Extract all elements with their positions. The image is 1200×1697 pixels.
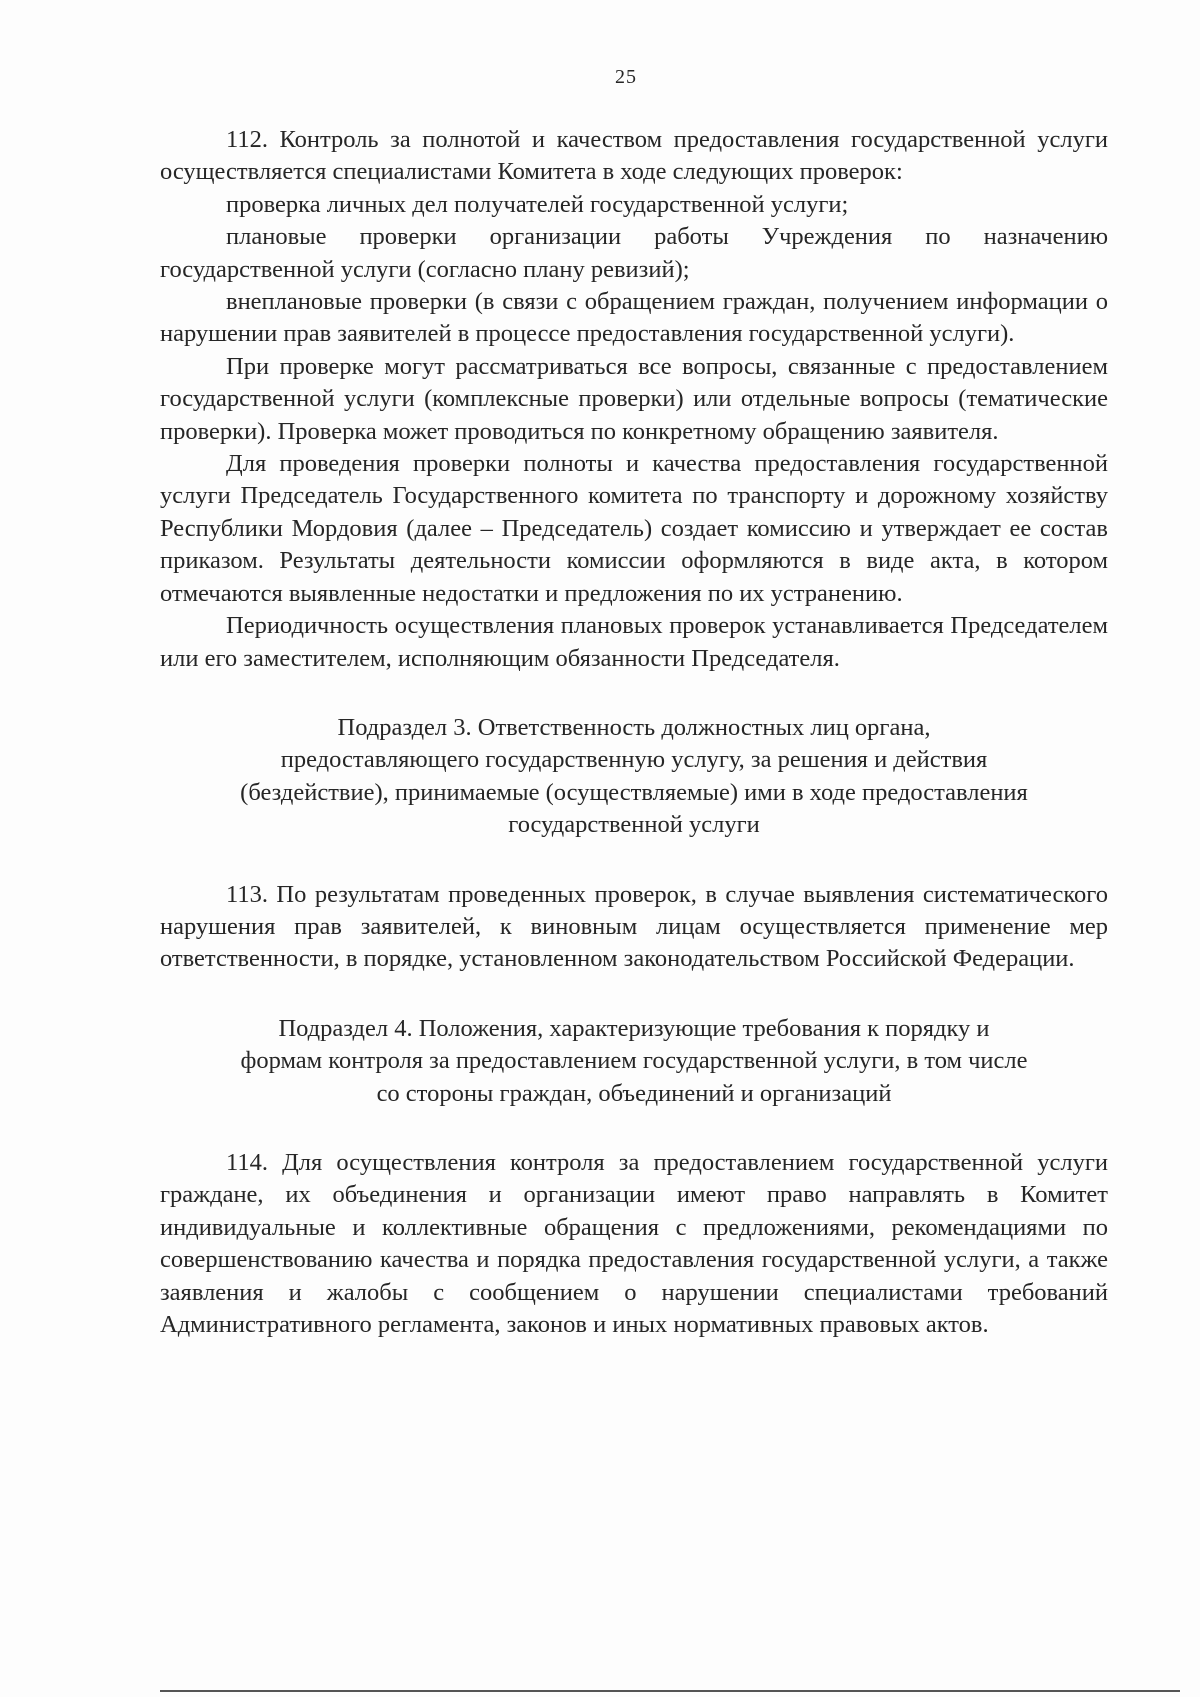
subsection-3-heading-line: Подраздел 3. Ответственность должностных лиц органа, [337, 713, 931, 741]
subsection-4-heading-line: Подраздел 4. Положения, характеризующие требования к порядку и [278, 1014, 990, 1042]
page-number: 25 [615, 66, 637, 88]
paragraph-114: 114. Для осуществления контроля за предоставлением государственной услуги граждане, их объединения и организации имеют право направлять в Комитет индивидуальные и коллективные обращения с предложениями, рекомендациями по совершенствованию качества и порядка предоставления государственной услуги, а также заявления и жалобы с сообщением о нарушении специалистами требований Административного регламента, законов и иных нормативных правовых актов. [160, 1148, 1108, 1338]
paragraph-check-scope: При проверке могут рассматриваться все вопросы, связанные с предоставлением государственной услуги (комплексные проверки) или отдельные вопросы (тематические проверки). Проверка может проводиться по конкретному обращению заявителя. [160, 352, 1108, 445]
subsection-3-heading-line: государственной услуги [508, 811, 760, 839]
paragraph-commission: Для проведения проверки полноты и качества предоставления государственной услуги Председатель Государственного комитета по транспорту и дорожному хозяйству Республики Мордовия (далее – Председатель) создает комиссию и утверждает ее состав приказом. Результаты деятельности комиссии оформляются в виде акта, в котором отмечаются выявленные недостатки и предложения по их устранению. [160, 450, 1108, 607]
subsection-4-heading [160, 1013, 1108, 1110]
subsection-4-heading-line: со стороны граждан, объединений и организаций [376, 1079, 892, 1107]
paragraph-planned-checks: плановые проверки организации работы Учреждения по назначению государственной услуги (согласно плану ревизий); [160, 223, 1108, 283]
paragraph-113: 113. По результатам проведенных проверок, в случае выявления систематического нарушения прав заявителей, к виновным лицам осуществляется применение мер ответственности, в порядке, установленном законодательством Российской Федерации. [160, 880, 1108, 973]
paragraph-personal-files-check: проверка личных дел получателей государственной услуги; [226, 190, 849, 218]
subsection-3-heading [160, 712, 1108, 842]
paragraph-112: 112. Контроль за полнотой и качеством предоставления государственной услуги осуществляется специалистами Комитета в ходе следующих проверок: [160, 126, 1108, 186]
paragraph-unplanned-checks: внеплановые проверки (в связи с обращением граждан, получением информации о нарушении прав заявителей в процессе предоставления государственной услуги). [160, 288, 1108, 348]
subsection-4-heading-line: формам контроля за предоставлением государственной услуги, в том числе [240, 1047, 1028, 1075]
subsection-3-heading-line: предоставляющего государственную услугу, за решения и действия [280, 746, 988, 774]
paragraph-check-frequency: Периодичность осуществления плановых проверок устанавливается Председателем или его заместителем, исполняющим обязанности Председателя. [160, 612, 1108, 672]
page-bottom-rule [160, 1690, 1180, 1692]
document-body [160, 124, 1108, 1341]
subsection-3-heading-line: (бездействие), принимаемые (осуществляемые) ими в ходе предоставления [240, 778, 1028, 806]
